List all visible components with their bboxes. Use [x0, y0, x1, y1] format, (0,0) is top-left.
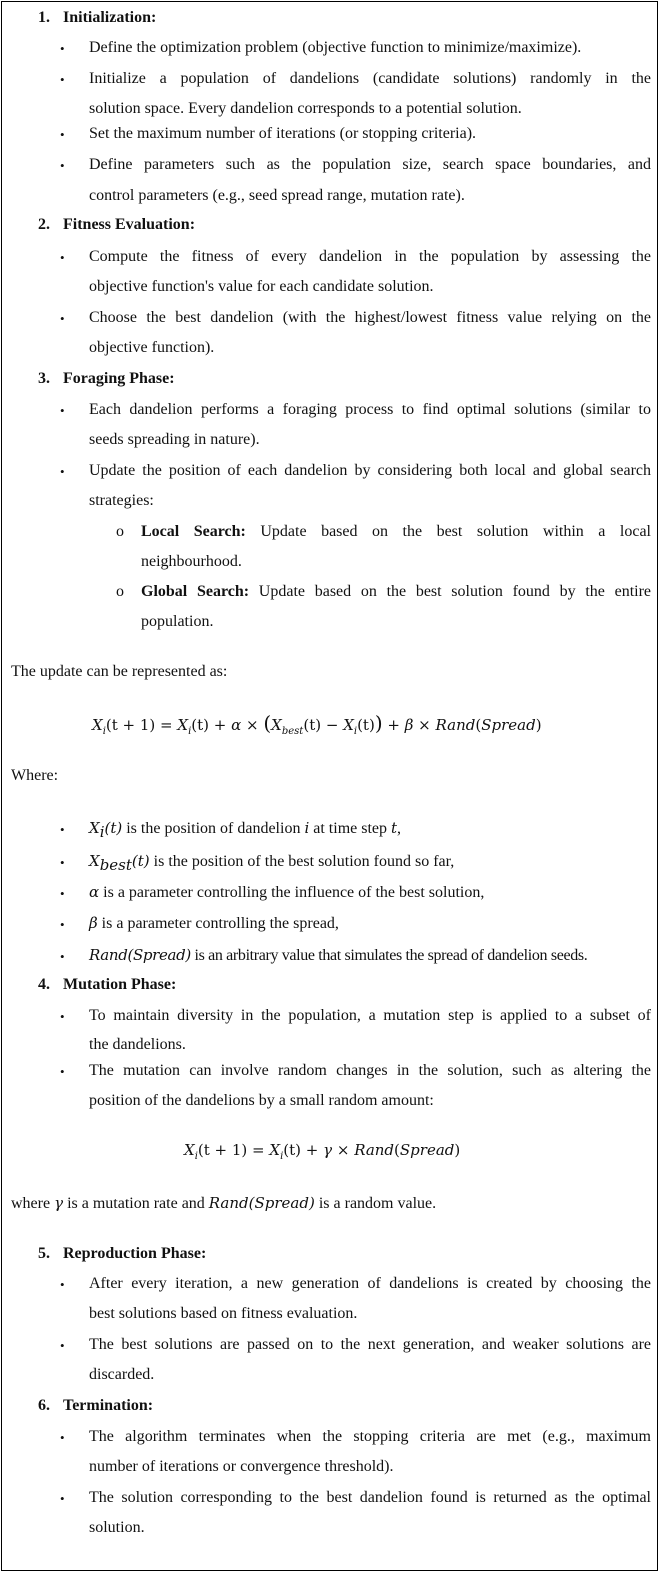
list-item: Initialize a population of dandelions (candidate solutions) randomly in the	[89, 70, 651, 87]
list-item: The best solutions are passed on to the next generation, and weaker solutions are	[89, 1336, 651, 1353]
section-heading-fitness-evaluation	[38, 215, 196, 235]
bullet-icon: •	[60, 886, 65, 901]
list-item-continuation: objective function's value for each candidate solution.	[89, 278, 434, 295]
list-item: Choose the best dandelion (with the highest/lowest fitness value relying on the	[89, 309, 651, 326]
bullet-icon: •	[60, 1277, 65, 1292]
bullet-icon: •	[60, 72, 65, 87]
bullet-icon: •	[60, 1338, 65, 1353]
section-number: 4.	[38, 976, 50, 993]
list-item: The solution corresponding to the best dandelion found is returned as the optimal	[89, 1489, 651, 1506]
section-number: 5.	[38, 1245, 50, 1262]
list-item-continuation: best solutions based on fitness evaluation.	[89, 1305, 358, 1322]
list-item: α is a parameter controlling the influence of the best solution,	[89, 883, 485, 901]
sub-item-text: Update based on the best solution within a local	[245, 523, 652, 540]
sub-list-item-local-search	[141, 522, 651, 542]
circle-bullet-icon: o	[116, 523, 124, 540]
section-heading-termination	[38, 1396, 154, 1416]
list-item: After every iteration, a new generation of dandelions is created by choosing the	[89, 1275, 651, 1292]
list-item-continuation: control parameters (e.g., seed spread range, mutation rate).	[89, 187, 465, 204]
algorithm-document	[1, 1, 658, 1571]
section-title: Initialization:	[63, 9, 157, 26]
bullet-icon: •	[60, 822, 65, 837]
update-equation: $X_i(t + 1) = X_i(t) + \alpha \times (X_{best}(t) - X_i(t)) + \beta$ × Rand(Spread)	[92, 711, 542, 737]
bullet-icon: •	[60, 917, 65, 932]
bullet-icon: •	[60, 949, 65, 964]
paragraph: where γ is a mutation rate and Rand(Spread) is a random value.	[11, 1194, 437, 1212]
list-item: The algorithm terminates when the stopping criteria are met (e.g., maximum	[89, 1428, 651, 1445]
list-item-continuation: objective function).	[89, 339, 215, 356]
bullet-icon: •	[60, 403, 65, 418]
list-item: Set the maximum number of iterations (or stopping criteria).	[89, 125, 477, 142]
list-item-continuation: strategies:	[89, 492, 154, 509]
circle-bullet-icon: o	[116, 583, 124, 600]
paragraph: The update can be represented as:	[11, 663, 228, 680]
section-number: 3.	[38, 370, 50, 387]
section-heading-foraging-phase	[38, 369, 175, 389]
list-item-continuation: solution space. Every dandelion corresponds to a potential solution.	[89, 100, 522, 117]
sub-item-title: Global Search:	[141, 583, 250, 600]
section-title: Foraging Phase:	[63, 370, 175, 387]
bullet-icon: •	[60, 1491, 65, 1506]
bullet-icon: •	[60, 158, 65, 173]
list-item: $X_{best}(t)$ is the position of the best solution found so far,	[89, 852, 455, 875]
section-heading-initialization	[38, 8, 157, 28]
bullet-icon: •	[60, 1009, 65, 1024]
list-item: Each dandelion performs a foraging process to find optimal solutions (similar to	[89, 401, 651, 418]
list-item-continuation: position of the dandelions by a small random amount:	[89, 1092, 434, 1109]
sub-list-item-global-search	[141, 582, 651, 602]
list-item: Define parameters such as the population size, search space boundaries, and	[89, 156, 651, 173]
sub-item-title: Local Search:	[141, 523, 246, 540]
section-title: Termination:	[63, 1397, 154, 1414]
bullet-icon: •	[60, 464, 65, 479]
section-number: 2.	[38, 216, 50, 233]
bullet-icon: •	[60, 41, 65, 56]
section-title: Reproduction Phase:	[63, 1245, 207, 1262]
bullet-icon: •	[60, 250, 65, 265]
mutation-equation: $X_i(t + 1) = X_i(t) + \gamma$ × Rand(Spread)	[184, 1141, 461, 1162]
section-number: 1.	[38, 9, 50, 26]
bullet-icon: •	[60, 1430, 65, 1445]
section-title: Mutation Phase:	[63, 976, 177, 993]
list-item-continuation: discarded.	[89, 1366, 155, 1383]
paragraph: Where:	[11, 767, 59, 784]
bullet-icon: •	[60, 311, 65, 326]
section-number: 6.	[38, 1397, 50, 1414]
list-item: $X_i(t)$ is the position of dandelion i at time step t,	[89, 819, 402, 842]
list-item-continuation: the dandelions.	[89, 1036, 186, 1053]
bullet-icon: •	[60, 1064, 65, 1079]
section-title: Fitness Evaluation:	[63, 216, 196, 233]
section-heading-mutation-phase	[38, 975, 177, 995]
list-item: Define the optimization problem (objective function to minimize/maximize).	[89, 39, 582, 56]
list-item: β is a parameter controlling the spread,	[89, 914, 339, 932]
sub-list-item-continuation: population.	[141, 613, 214, 630]
section-heading-reproduction-phase	[38, 1244, 207, 1264]
list-item: To maintain diversity in the population, a mutation step is applied to a subset of	[89, 1007, 651, 1024]
sub-item-text: Update based on the best solution found by the entire	[249, 583, 652, 600]
list-item-continuation: seeds spreading in nature).	[89, 431, 260, 448]
list-item: Update the position of each dandelion by considering both local and global search	[89, 462, 651, 479]
list-item-continuation: solution.	[89, 1519, 145, 1536]
sub-list-item-continuation: neighbourhood.	[141, 553, 242, 570]
list-item: The mutation can involve random changes in the solution, such as altering the	[89, 1062, 651, 1079]
bullet-icon: •	[60, 127, 65, 142]
list-item: Compute the fitness of every dandelion in the population by assessing the	[89, 248, 651, 265]
list-item: Rand(Spread) is an arbitrary value that simulates the spread of dandelion seeds.	[89, 946, 588, 964]
list-item-continuation: number of iterations or convergence threshold).	[89, 1458, 394, 1475]
bullet-icon: •	[60, 855, 65, 870]
